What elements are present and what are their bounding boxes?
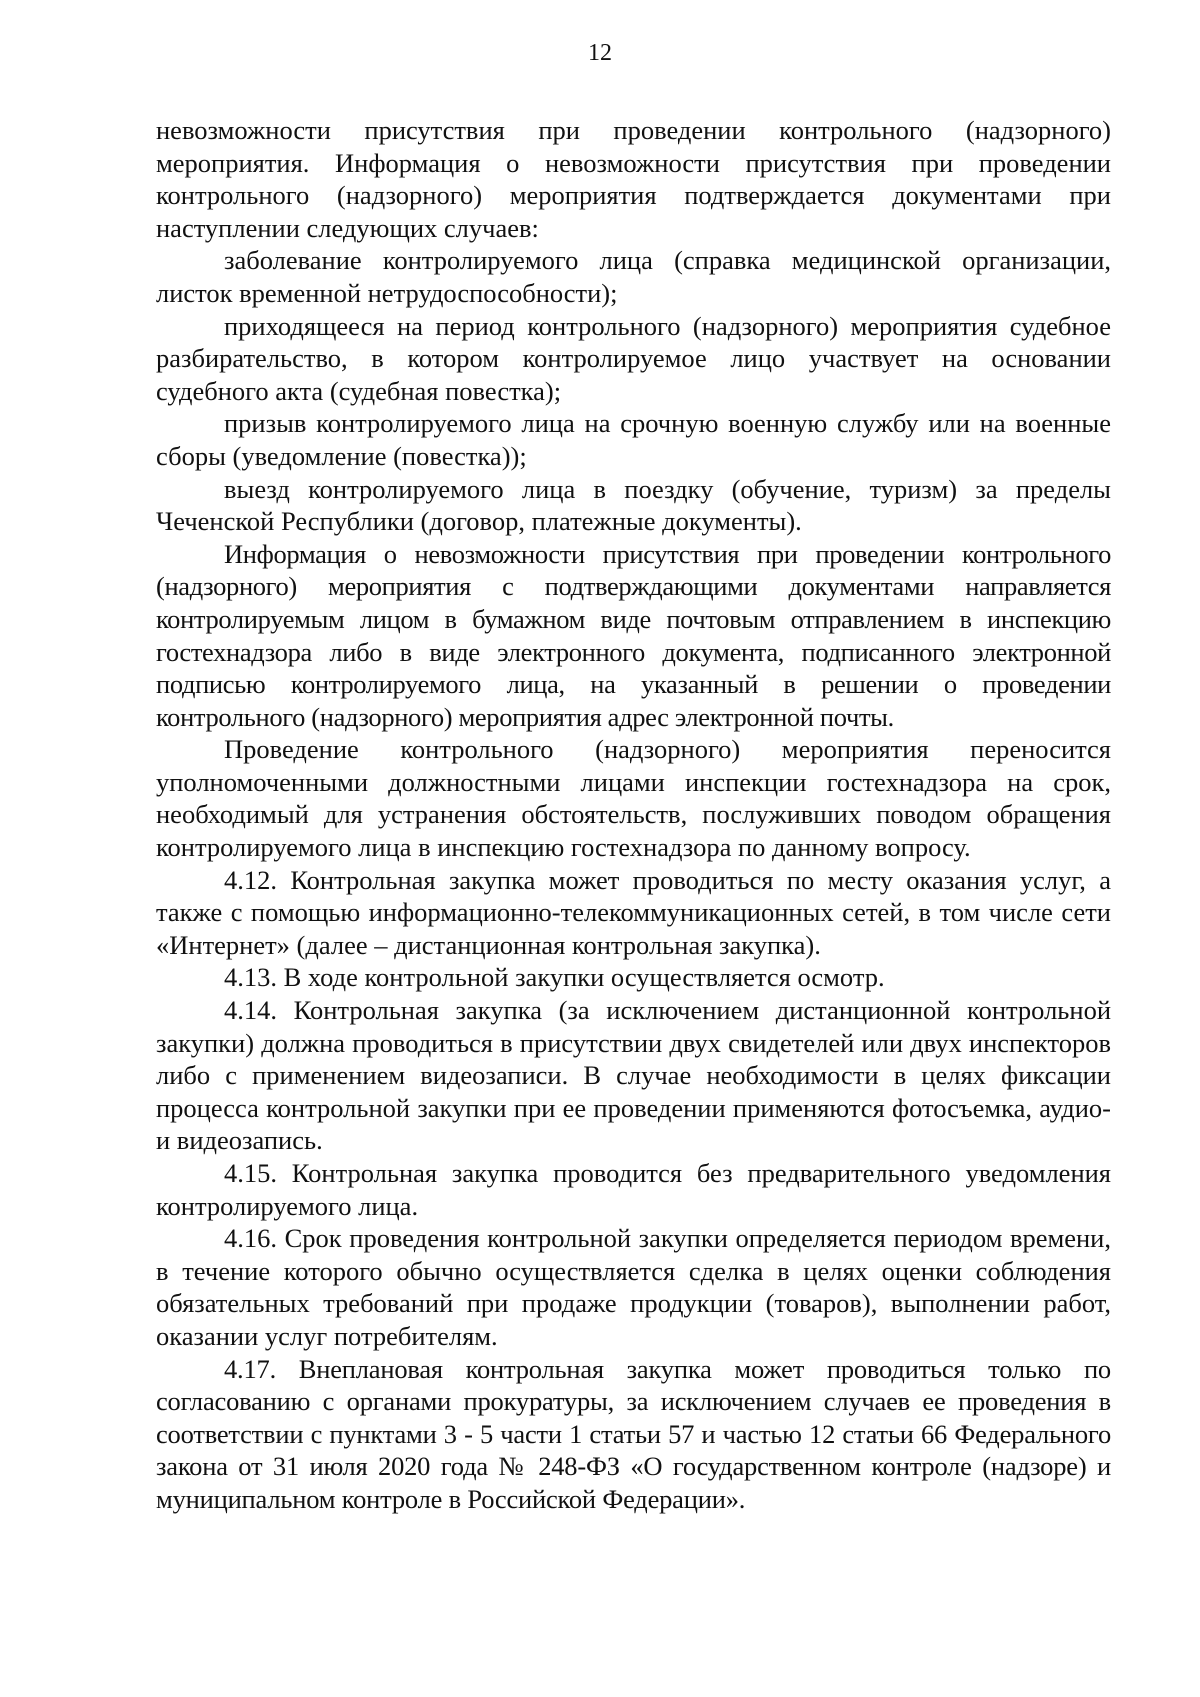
paragraph-4-13: 4.13. В ходе контрольной закупки осуществляется осмотр.: [224, 962, 885, 993]
paragraph-information-submission: Информация о невозможности присутствия при проведении контрольного (надзорного) мероприятия с подтверждающими документами направляется контролируемым лицом в бумажном виде почтовым отправлением в инспекцию гостехнадзора либо в виде электронного документа, подписанного электронной подписью контролируемого лица, на указанный в решении о проведении контрольного (надзорного) мероприятия адрес электронной почты.: [156, 538, 1111, 732]
paragraph-case-travel: выезд контролируемого лица в поездку (обучение, туризм) за пределы Чеченской Республики (договор, платежные документы).: [156, 473, 1111, 537]
paragraph-rescheduling: Проведение контрольного (надзорного) мероприятия переносится уполномоченными должностными лицами инспекции гостехнадзора на срок, необходимый для устранения обстоятельств, послуживших поводом обращения контролируемого лица в инспекцию гостехнадзора по данному вопросу.: [156, 734, 1111, 863]
paragraph-case-military: призыв контролируемого лица на срочную военную службу или на военные сборы (уведомление (повестка));: [156, 408, 1111, 471]
paragraph-4-12: 4.12. Контрольная закупка может проводиться по месту оказания услуг, а также с помощью информационно-телекоммуникационных сетей, в том числе сети «Интернет» (далее – дистанционная контрольная закупка).: [156, 864, 1111, 960]
page-number: 12: [588, 40, 612, 66]
document-body: [156, 114, 1111, 1516]
paragraph-4-17: 4.17. Внеплановая контрольная закупка может проводиться только по согласованию с органами прокуратуры, за исключением случаев ее проведения в соответствии с пунктами 3 - 5 части 1 статьи 57 и частью 12 статьи 66 Федерального закона от 31 июля 2020 года № 248-ФЗ «О государственном контроле (надзоре) и муниципальном контроле в Российской Федерации».: [156, 1353, 1111, 1514]
paragraph-case-illness: заболевание контролируемого лица (справка медицинской организации, листок временной нетрудоспособности);: [156, 245, 1111, 308]
paragraph-continuation: невозможности присутствия при проведении контрольного (надзорного) мероприятия. Информация о невозможности присутствия при проведении контрольного (надзорного) мероприятия подтверждается документами при наступлении следующих случаев:: [156, 115, 1111, 243]
paragraph-4-15: 4.15. Контрольная закупка проводится без предварительного уведомления контролируемого лица.: [156, 1158, 1111, 1221]
paragraph-case-court: приходящееся на период контрольного (надзорного) мероприятия судебное разбирательство, в котором контролируемое лицо участвует на основании судебного акта (судебная повестка);: [156, 310, 1111, 406]
paragraph-4-14: 4.14. Контрольная закупка (за исключением дистанционной контрольной закупки) должна проводиться в присутствии двух свидетелей или двух инспекторов либо с применением видеозаписи. В случае необходимости в целях фиксации процесса контрольной закупки при ее проведении применяются фотосъемка, аудио- и видеозапись.: [156, 995, 1111, 1156]
paragraph-4-16: 4.16. Срок проведения контрольной закупки определяется периодом времени, в течение которого обычно осуществляется сделка в целях оценки соблюдения обязательных требований при продаже продукции (товаров), выполнении работ, оказании услуг потребителям.: [156, 1223, 1111, 1351]
